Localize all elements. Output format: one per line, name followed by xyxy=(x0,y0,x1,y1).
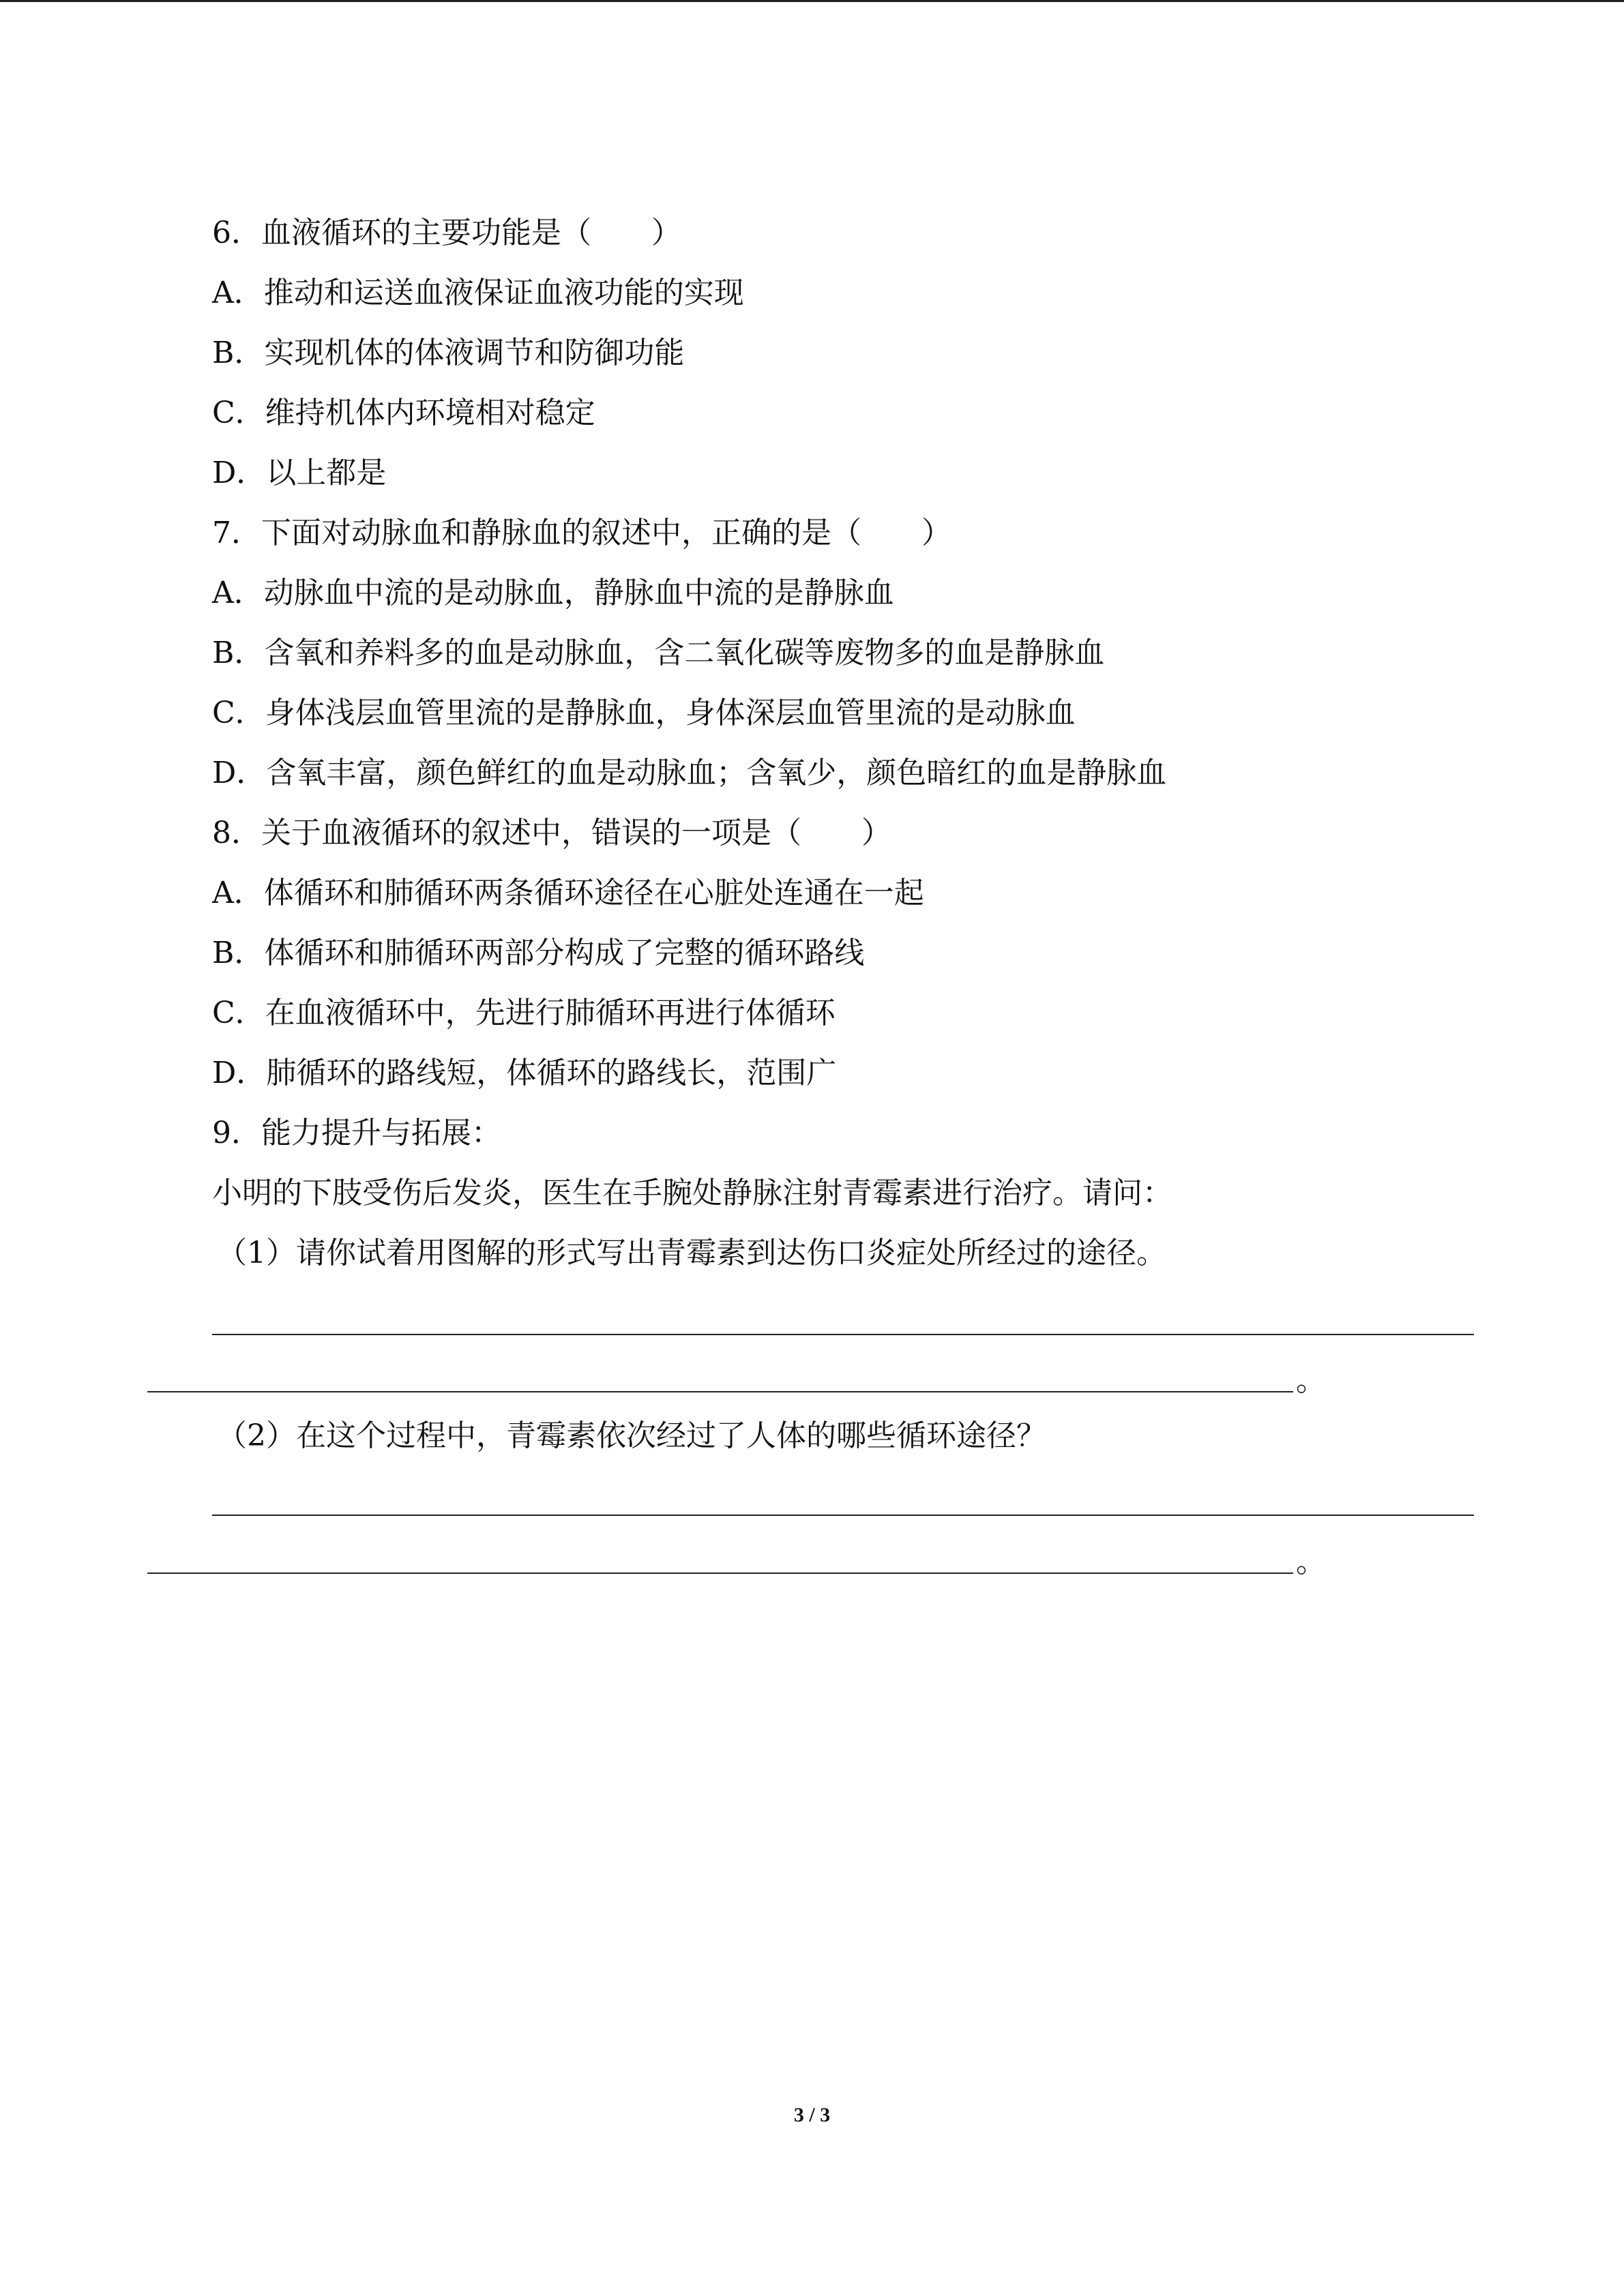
question-7-option-d: D．含氧丰富，颜色鲜红的血是动脉血；含氧少，颜色暗红的血是静脉血 xyxy=(212,756,1167,790)
top-border xyxy=(0,0,1624,2)
question-6-stem: 6．血液循环的主要功能是（ ） xyxy=(212,215,681,250)
question-6-option-d: D．以上都是 xyxy=(212,456,387,490)
question-7-option-b: B．含氧和养料多的血是动脉血，含二氧化碳等废物多的血是静脉血 xyxy=(212,636,1105,670)
question-9-part-2: （2）在这个过程中，青霉素依次经过了人体的哪些循环途径？ xyxy=(217,1418,1046,1453)
question-8-stem: 8．关于血液循环的叙述中，错误的一项是（ ） xyxy=(212,816,891,850)
question-8-option-a: A．体循环和肺循环两条循环途径在心脏处连通在一起 xyxy=(212,876,924,910)
question-6-option-a: A．推动和运送血液保证血液功能的实现 xyxy=(212,275,744,310)
question-7-option-a: A．动脉血中流的是动脉血，静脉血中流的是静脉血 xyxy=(212,576,894,610)
question-9-stem: 9．能力提升与拓展： xyxy=(212,1116,501,1150)
question-8-option-d: D．肺循环的路线短，体循环的路线长，范围广 xyxy=(212,1056,837,1090)
question-7-stem: 7．下面对动脉血和静脉血的叙述中，正确的是（ ） xyxy=(212,516,951,550)
page-number: 3 / 3 xyxy=(793,2104,831,2126)
question-9-part-1: （1）请你试着用图解的形式写出青霉素到达伤口炎症处所经过的途径。 xyxy=(217,1236,1166,1270)
end-period: 。 xyxy=(1296,1363,1326,1398)
answer-blank-line[interactable] xyxy=(147,1572,1293,1574)
question-8-option-b: B．体循环和肺循环两部分构成了完整的循环路线 xyxy=(212,936,865,970)
question-7-option-c: C．身体浅层血管里流的是静脉血，身体深层血管里流的是动脉血 xyxy=(212,696,1076,730)
end-period: 。 xyxy=(1296,1545,1326,1579)
question-6-option-c: C．维持机体内环境相对稳定 xyxy=(212,396,595,430)
question-8-option-c: C．在血液循环中，先进行肺循环再进行体循环 xyxy=(212,996,836,1030)
question-6-option-b: B．实现机体的体液调节和防御功能 xyxy=(212,336,685,370)
question-9-scenario: 小明的下肢受伤后发炎，医生在手腕处静脉注射青霉素进行治疗。请问： xyxy=(212,1176,1172,1210)
answer-blank-line[interactable] xyxy=(147,1391,1293,1392)
answer-blank-line[interactable] xyxy=(212,1334,1474,1335)
answer-blank-line[interactable] xyxy=(212,1515,1474,1516)
